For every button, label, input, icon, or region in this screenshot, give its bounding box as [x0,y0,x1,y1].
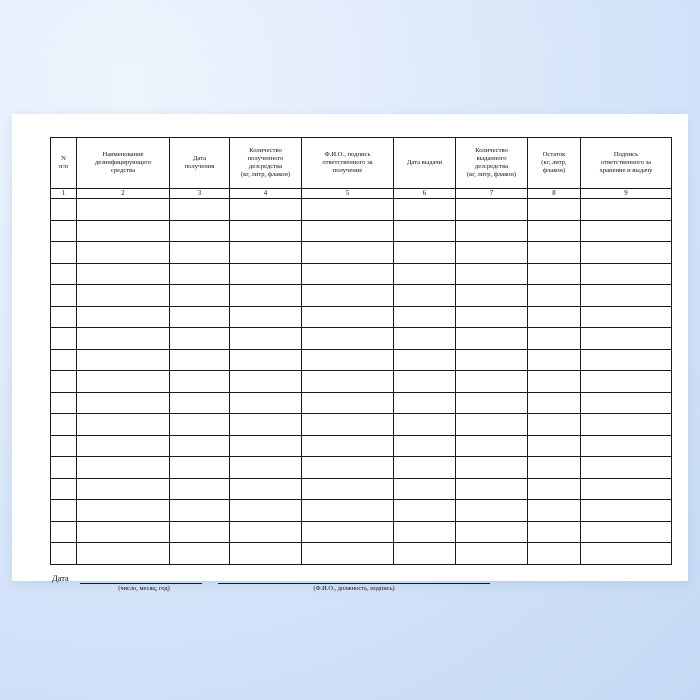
header-line: дезинфицирующего [94,159,152,167]
table-cell[interactable] [528,435,581,457]
table-cell[interactable] [51,457,77,479]
column-number-7: 7 [456,189,528,199]
table-row [51,414,672,436]
header-line: Количество [475,147,508,155]
table-cell[interactable] [302,414,394,436]
table-cell[interactable] [581,371,672,393]
table-cell[interactable] [230,199,302,221]
header-line: дезсредства [248,163,283,170]
table-cell[interactable] [456,371,528,393]
table-cell[interactable] [528,349,581,371]
table-cell[interactable] [230,500,302,522]
header-line: Подпись [613,151,639,159]
header-line: Количество [249,147,282,155]
table-cell[interactable] [170,220,230,242]
table-cell[interactable] [302,285,394,307]
table-cell[interactable] [394,263,456,285]
table-row [51,328,672,350]
header-line: Наименование [102,151,144,159]
table-cell[interactable] [230,414,302,436]
table-cell[interactable] [302,457,394,479]
table-cell[interactable] [302,478,394,500]
table-cell[interactable] [302,371,394,393]
header-row [51,138,672,189]
table-cell[interactable] [456,220,528,242]
table-cell[interactable] [394,349,456,371]
table-cell[interactable] [302,521,394,543]
table-cell[interactable] [51,543,77,565]
header-line: ответственного за [322,159,373,167]
table-cell[interactable] [394,457,456,479]
table-cell[interactable] [528,371,581,393]
column-number-2: 2 [77,189,170,199]
column-number-8: 8 [528,189,581,199]
table-cell[interactable] [528,328,581,350]
table-cell[interactable] [456,199,528,221]
column-number-6: 6 [394,189,456,199]
signature-field-caption: (Ф.И.О., должность, подпись) [313,584,395,592]
table-cell[interactable] [77,500,170,522]
table-cell[interactable] [51,199,77,221]
table-cell[interactable] [302,500,394,522]
table-cell[interactable] [51,500,77,522]
table-body [51,199,672,565]
table-cell[interactable] [456,392,528,414]
table-cell[interactable] [302,392,394,414]
table-cell[interactable] [170,500,230,522]
column-number-4: 4 [230,189,302,199]
header-line: (кг, литр, флакон) [240,170,291,178]
table-cell[interactable] [528,500,581,522]
column-header-9 [581,138,672,189]
date-label: Дата [52,573,69,583]
table-row [51,242,672,264]
table-cell[interactable] [77,457,170,479]
document-sheet [12,114,688,592]
table-cell[interactable] [302,328,394,350]
table-cell[interactable] [170,392,230,414]
table-cell[interactable] [230,242,302,264]
table-cell[interactable] [230,543,302,565]
table-cell[interactable] [170,543,230,565]
table-cell[interactable] [51,478,77,500]
footer-signature-block [50,574,670,604]
table-cell[interactable] [77,414,170,436]
column-header-4 [230,138,302,189]
table-cell[interactable] [581,220,672,242]
table-cell[interactable] [77,543,170,565]
table-cell[interactable] [581,435,672,457]
table-row [51,263,672,285]
table-cell[interactable] [51,414,77,436]
header-line: п/п [59,163,68,170]
table-cell[interactable] [51,285,77,307]
header-line: полученного [247,155,284,163]
column-header-8 [528,138,581,189]
table-cell[interactable] [581,306,672,328]
table-cell[interactable] [581,199,672,221]
table-cell[interactable] [170,414,230,436]
table-cell[interactable] [170,478,230,500]
table-cell[interactable] [394,306,456,328]
table-row [51,500,672,522]
column-header-3 [170,138,230,189]
table-cell[interactable] [456,242,528,264]
table-cell[interactable] [581,457,672,479]
table-cell[interactable] [394,414,456,436]
table-cell[interactable] [302,435,394,457]
table-cell[interactable] [51,242,77,264]
table-cell[interactable] [77,263,170,285]
table-cell[interactable] [528,306,581,328]
table-cell[interactable] [170,263,230,285]
table-cell[interactable] [230,328,302,350]
table-cell[interactable] [456,285,528,307]
table-cell[interactable] [51,435,77,457]
table-cell[interactable] [302,349,394,371]
table-cell[interactable] [581,263,672,285]
header-line: хранение и выдачу [599,166,653,174]
table-cell[interactable] [230,371,302,393]
table-cell[interactable] [51,328,77,350]
table-cell[interactable] [170,199,230,221]
table-cell[interactable] [302,242,394,264]
table-cell[interactable] [394,478,456,500]
table-cell[interactable] [77,328,170,350]
signature-field-rule[interactable] [218,583,490,584]
table-header [51,138,672,199]
disinfectant-log-table [50,137,672,565]
table-cell[interactable] [51,306,77,328]
column-header-2 [77,138,170,189]
table-cell[interactable] [581,392,672,414]
table-cell[interactable] [581,414,672,436]
header-line: (кг, литр, флакон) [466,170,517,178]
header-line: Дата [192,155,207,163]
table-cell[interactable] [394,521,456,543]
column-number-9: 9 [581,189,672,199]
table-cell[interactable] [394,543,456,565]
table-cell[interactable] [230,435,302,457]
table-cell[interactable] [170,242,230,264]
table-row [51,435,672,457]
table-row [51,543,672,565]
header-line: получения [184,163,215,170]
table-cell[interactable] [170,457,230,479]
sheet-content [50,137,670,592]
table-cell[interactable] [456,478,528,500]
table-cell[interactable] [528,263,581,285]
table-cell[interactable] [394,371,456,393]
table-cell[interactable] [394,328,456,350]
table-row [51,521,672,543]
table-cell[interactable] [394,242,456,264]
table-cell[interactable] [581,349,672,371]
table-cell[interactable] [394,500,456,522]
table-row [51,306,672,328]
table-cell[interactable] [302,199,394,221]
table-cell[interactable] [528,285,581,307]
column-number-row [51,189,672,199]
column-header-5 [302,138,394,189]
header-line: Ф.И.О., подпись [324,151,371,159]
table-cell[interactable] [528,392,581,414]
table-cell[interactable] [581,543,672,565]
table-cell[interactable] [51,521,77,543]
table-cell[interactable] [170,349,230,371]
table-cell[interactable] [528,242,581,264]
table-cell[interactable] [51,263,77,285]
table-cell[interactable] [581,285,672,307]
table-cell[interactable] [230,220,302,242]
table-cell[interactable] [77,199,170,221]
table-cell[interactable] [77,521,170,543]
table-row [51,478,672,500]
table-cell[interactable] [77,435,170,457]
header-line: флакон) [542,166,566,174]
column-number-5: 5 [302,189,394,199]
header-line: Остаток [542,151,566,159]
column-header-6 [394,138,456,189]
table-cell[interactable] [230,521,302,543]
table-cell[interactable] [528,199,581,221]
header-line: ответственного за [600,159,652,167]
column-header-1 [51,138,77,189]
table-cell[interactable] [456,414,528,436]
table-cell[interactable] [77,285,170,307]
table-cell[interactable] [394,435,456,457]
table-cell[interactable] [230,285,302,307]
table-cell[interactable] [302,306,394,328]
table-cell[interactable] [456,435,528,457]
table-cell[interactable] [456,263,528,285]
table-row [51,349,672,371]
table-cell[interactable] [51,392,77,414]
table-cell[interactable] [170,521,230,543]
table-cell[interactable] [230,457,302,479]
table-cell[interactable] [230,306,302,328]
table-cell[interactable] [302,543,394,565]
table-cell[interactable] [77,306,170,328]
table-cell[interactable] [230,263,302,285]
table-cell[interactable] [51,220,77,242]
table-cell[interactable] [394,392,456,414]
date-field-rule[interactable] [80,583,202,584]
table-cell[interactable] [302,220,394,242]
table-cell[interactable] [77,392,170,414]
table-row [51,199,672,221]
table-cell[interactable] [581,500,672,522]
table-cell[interactable] [51,371,77,393]
header-line: выданного [476,155,507,163]
table-row [51,371,672,393]
table-cell[interactable] [456,543,528,565]
table-cell[interactable] [394,199,456,221]
table-cell[interactable] [394,220,456,242]
table-cell[interactable] [170,435,230,457]
table-cell[interactable] [581,521,672,543]
table-cell[interactable] [77,220,170,242]
table-cell[interactable] [456,500,528,522]
table-cell[interactable] [77,242,170,264]
table-cell[interactable] [170,371,230,393]
table-cell[interactable] [170,306,230,328]
table-cell[interactable] [170,328,230,350]
header-line: получение [332,166,363,174]
table-cell[interactable] [581,478,672,500]
table-cell[interactable] [581,242,672,264]
table-cell[interactable] [528,543,581,565]
table-row [51,285,672,307]
table-cell[interactable] [528,478,581,500]
table-cell[interactable] [230,392,302,414]
table-row [51,392,672,414]
date-field-caption: (число, месяц, год) [118,584,170,592]
header-line: средства [110,166,136,174]
table-cell[interactable] [394,285,456,307]
column-number-1: 1 [51,189,77,199]
table-cell[interactable] [456,306,528,328]
column-number-3: 3 [170,189,230,199]
table-row [51,457,672,479]
table-cell[interactable] [77,478,170,500]
header-line: N [61,155,66,163]
table-cell[interactable] [456,521,528,543]
table-cell[interactable] [528,457,581,479]
table-cell[interactable] [77,349,170,371]
table-cell[interactable] [77,371,170,393]
table-cell[interactable] [581,328,672,350]
table-cell[interactable] [528,220,581,242]
table-cell[interactable] [456,349,528,371]
table-cell[interactable] [456,328,528,350]
header-line: (кг, литр, [541,159,567,167]
table-cell[interactable] [528,414,581,436]
table-cell[interactable] [170,285,230,307]
table-cell[interactable] [51,349,77,371]
column-header-7 [456,138,528,189]
table-cell[interactable] [230,478,302,500]
table-cell[interactable] [528,521,581,543]
table-row [51,220,672,242]
table-cell[interactable] [302,263,394,285]
table-cell[interactable] [456,457,528,479]
header-line: Дата выдачи [406,159,443,167]
table-cell[interactable] [230,349,302,371]
header-line: дезсредства [474,163,509,170]
